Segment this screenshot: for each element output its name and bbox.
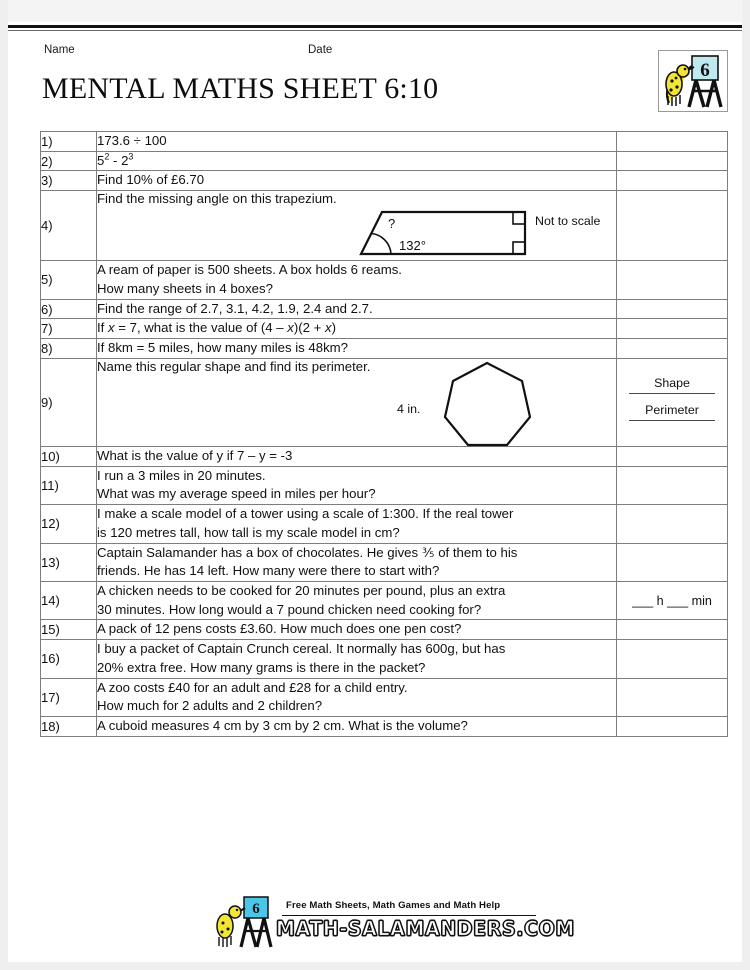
answer-cell[interactable] — [617, 261, 728, 299]
question-number: 17) — [41, 678, 97, 716]
answer-cell[interactable] — [617, 582, 728, 620]
question-number: 15) — [41, 620, 97, 640]
name-label: Name — [44, 44, 75, 56]
question-text: Find the range of 2.7, 3.1, 4.2, 1.9, 2.4 and 2.7. — [97, 299, 617, 319]
question-text — [97, 151, 617, 171]
page-left-margin — [0, 0, 8, 970]
questions-table — [40, 131, 728, 737]
page-title: MENTAL MATHS SHEET 6:10 — [42, 72, 439, 105]
perimeter-answer-line[interactable] — [629, 420, 715, 421]
table-row — [41, 171, 728, 191]
question-text: What is the value of y if 7 – y = -3 — [97, 446, 617, 466]
table-row — [41, 339, 728, 359]
question-text — [97, 678, 617, 716]
question-line-1: I run a 3 miles in 20 minutes. — [97, 467, 266, 483]
answer-cell[interactable] — [617, 505, 728, 543]
question-number: 10) — [41, 446, 97, 466]
question-line-1: Captain Salamander has a box of chocolates. He gives ⅗ of them to his — [97, 544, 518, 560]
question-number: 4) — [41, 191, 97, 261]
table-row — [41, 543, 728, 581]
table-row — [41, 717, 728, 737]
trapezium-angle-label: 132° — [399, 238, 426, 254]
question-number: 2) — [41, 151, 97, 171]
table-row — [41, 132, 728, 152]
question-number: 9) — [41, 358, 97, 446]
question-line-1: A chicken needs to be cooked for 20 minutes per pound, plus an extra — [97, 583, 506, 599]
question-number: 6) — [41, 299, 97, 319]
answer-cell[interactable] — [617, 640, 728, 678]
question-text: A cuboid measures 4 cm by 3 cm by 2 cm. What is the volume? — [97, 717, 617, 737]
question-text — [97, 505, 617, 543]
page-footer — [0, 893, 750, 955]
question-text: Find the missing angle on this trapezium. — [97, 191, 337, 207]
answer-cell[interactable] — [617, 299, 728, 319]
svg-text:6: 6 — [252, 901, 260, 917]
name-date-row — [44, 44, 604, 62]
question-line-2: is 120 metres tall, how tall is my scale model in cm? — [97, 524, 400, 540]
question-number: 18) — [41, 717, 97, 737]
question-text — [97, 543, 617, 581]
perimeter-label: Perimeter — [645, 403, 699, 418]
svg-text:6: 6 — [700, 60, 710, 81]
not-to-scale-note: Not to scale — [535, 214, 601, 229]
table-row — [41, 640, 728, 678]
answer-cell[interactable] — [617, 620, 728, 640]
question-line-1: I buy a packet of Captain Crunch cereal. It normally has 600g, but has — [97, 641, 506, 657]
heptagon-side-label: 4 in. — [397, 401, 421, 416]
answer-cell[interactable] — [617, 543, 728, 581]
hours-minutes-answer-line: ___ h ___ min — [632, 593, 712, 608]
footer-divider — [282, 915, 536, 916]
date-label: Date — [308, 44, 333, 56]
answer-stack — [617, 372, 727, 432]
question-line-2: 30 minutes. How long would a 7 pound chicken need cooking for? — [97, 601, 482, 617]
question-number: 13) — [41, 543, 97, 581]
question-number: 8) — [41, 339, 97, 359]
table-row — [41, 505, 728, 543]
question-text — [97, 466, 617, 504]
question-line-1: A ream of paper is 500 sheets. A box holds 6 reams. — [97, 262, 402, 278]
question-number: 5) — [41, 261, 97, 299]
question-text — [97, 261, 617, 299]
answer-cell[interactable] — [617, 132, 728, 152]
answer-cell[interactable] — [617, 678, 728, 716]
table-row — [41, 261, 728, 299]
question-line-2: 20% extra free. How many grams is there in the packet? — [97, 659, 426, 675]
question-text: A pack of 12 pens costs £3.60. How much does one pen cost? — [97, 620, 617, 640]
question-number: 16) — [41, 640, 97, 678]
question-text: 173.6 ÷ 100 — [97, 132, 617, 152]
answer-cell-shape-perimeter[interactable] — [617, 358, 728, 446]
question-line-1: I make a scale model of a tower using a scale of 1:300. If the real tower — [97, 506, 514, 522]
question-line-1: A zoo costs £40 for an adult and £28 for a child entry. — [97, 679, 408, 695]
question-number: 12) — [41, 505, 97, 543]
question-line-2: How much for 2 adults and 2 children? — [97, 698, 323, 714]
question-number: 1) — [41, 132, 97, 152]
answer-cell[interactable] — [617, 319, 728, 339]
header-divider-thick — [8, 25, 742, 28]
table-row — [41, 678, 728, 716]
table-row — [41, 319, 728, 339]
table-row — [41, 446, 728, 466]
table-row — [41, 582, 728, 620]
question-line-2: How many sheets in 4 boxes? — [97, 280, 273, 296]
footer-tagline: Free Math Sheets, Math Games and Math Help — [286, 900, 501, 911]
answer-cell[interactable] — [617, 717, 728, 737]
table-row — [41, 299, 728, 319]
table-row — [41, 620, 728, 640]
answer-cell[interactable] — [617, 151, 728, 171]
shape-label: Shape — [654, 376, 690, 391]
heptagon-figure — [97, 376, 616, 446]
footer-domain[interactable]: MATH-SALAMANDERS.COM — [276, 917, 575, 941]
salamander-easel-logo-icon — [210, 895, 282, 956]
header-divider-thin — [8, 30, 742, 31]
answer-cell[interactable] — [617, 191, 728, 261]
salamander-easel-logo-icon — [658, 50, 728, 112]
page-bottom-margin — [0, 962, 750, 970]
page-top-margin — [0, 0, 750, 22]
page-right-margin — [742, 0, 750, 970]
table-row — [41, 358, 728, 446]
table-row — [41, 191, 728, 261]
question-text — [97, 640, 617, 678]
question-text: If 8km = 5 miles, how many miles is 48km? — [97, 339, 617, 359]
question-expression: $5^2 - 2^3$ — [97, 151, 134, 168]
question-number: 3) — [41, 171, 97, 191]
answer-cell[interactable] — [617, 466, 728, 504]
question-text — [97, 582, 617, 620]
question-line-2: friends. He has 14 left. How many were there to start with? — [97, 563, 440, 579]
question-number: 7) — [41, 319, 97, 339]
shape-answer-line[interactable] — [629, 393, 715, 394]
question-text: Find 10% of £6.70 — [97, 171, 617, 191]
table-row — [41, 466, 728, 504]
question-number: 11) — [41, 466, 97, 504]
answer-cell[interactable] — [617, 446, 728, 466]
question-number: 14) — [41, 582, 97, 620]
question-expression: If x = 7, what is the value of (4 – x)(2 + x) — [97, 320, 336, 336]
question-with-figure — [97, 191, 617, 261]
question-text — [97, 319, 617, 339]
answer-cell[interactable] — [617, 339, 728, 359]
question-text: Name this regular shape and find its perimeter. — [97, 358, 371, 374]
question-with-figure — [97, 358, 617, 446]
trapezium-unknown-label: ? — [388, 216, 396, 232]
answer-cell[interactable] — [617, 171, 728, 191]
footer-branding — [210, 893, 575, 955]
trapezium-figure — [97, 208, 616, 260]
question-line-2: What was my average speed in miles per hour? — [97, 486, 376, 502]
table-row — [41, 151, 728, 171]
